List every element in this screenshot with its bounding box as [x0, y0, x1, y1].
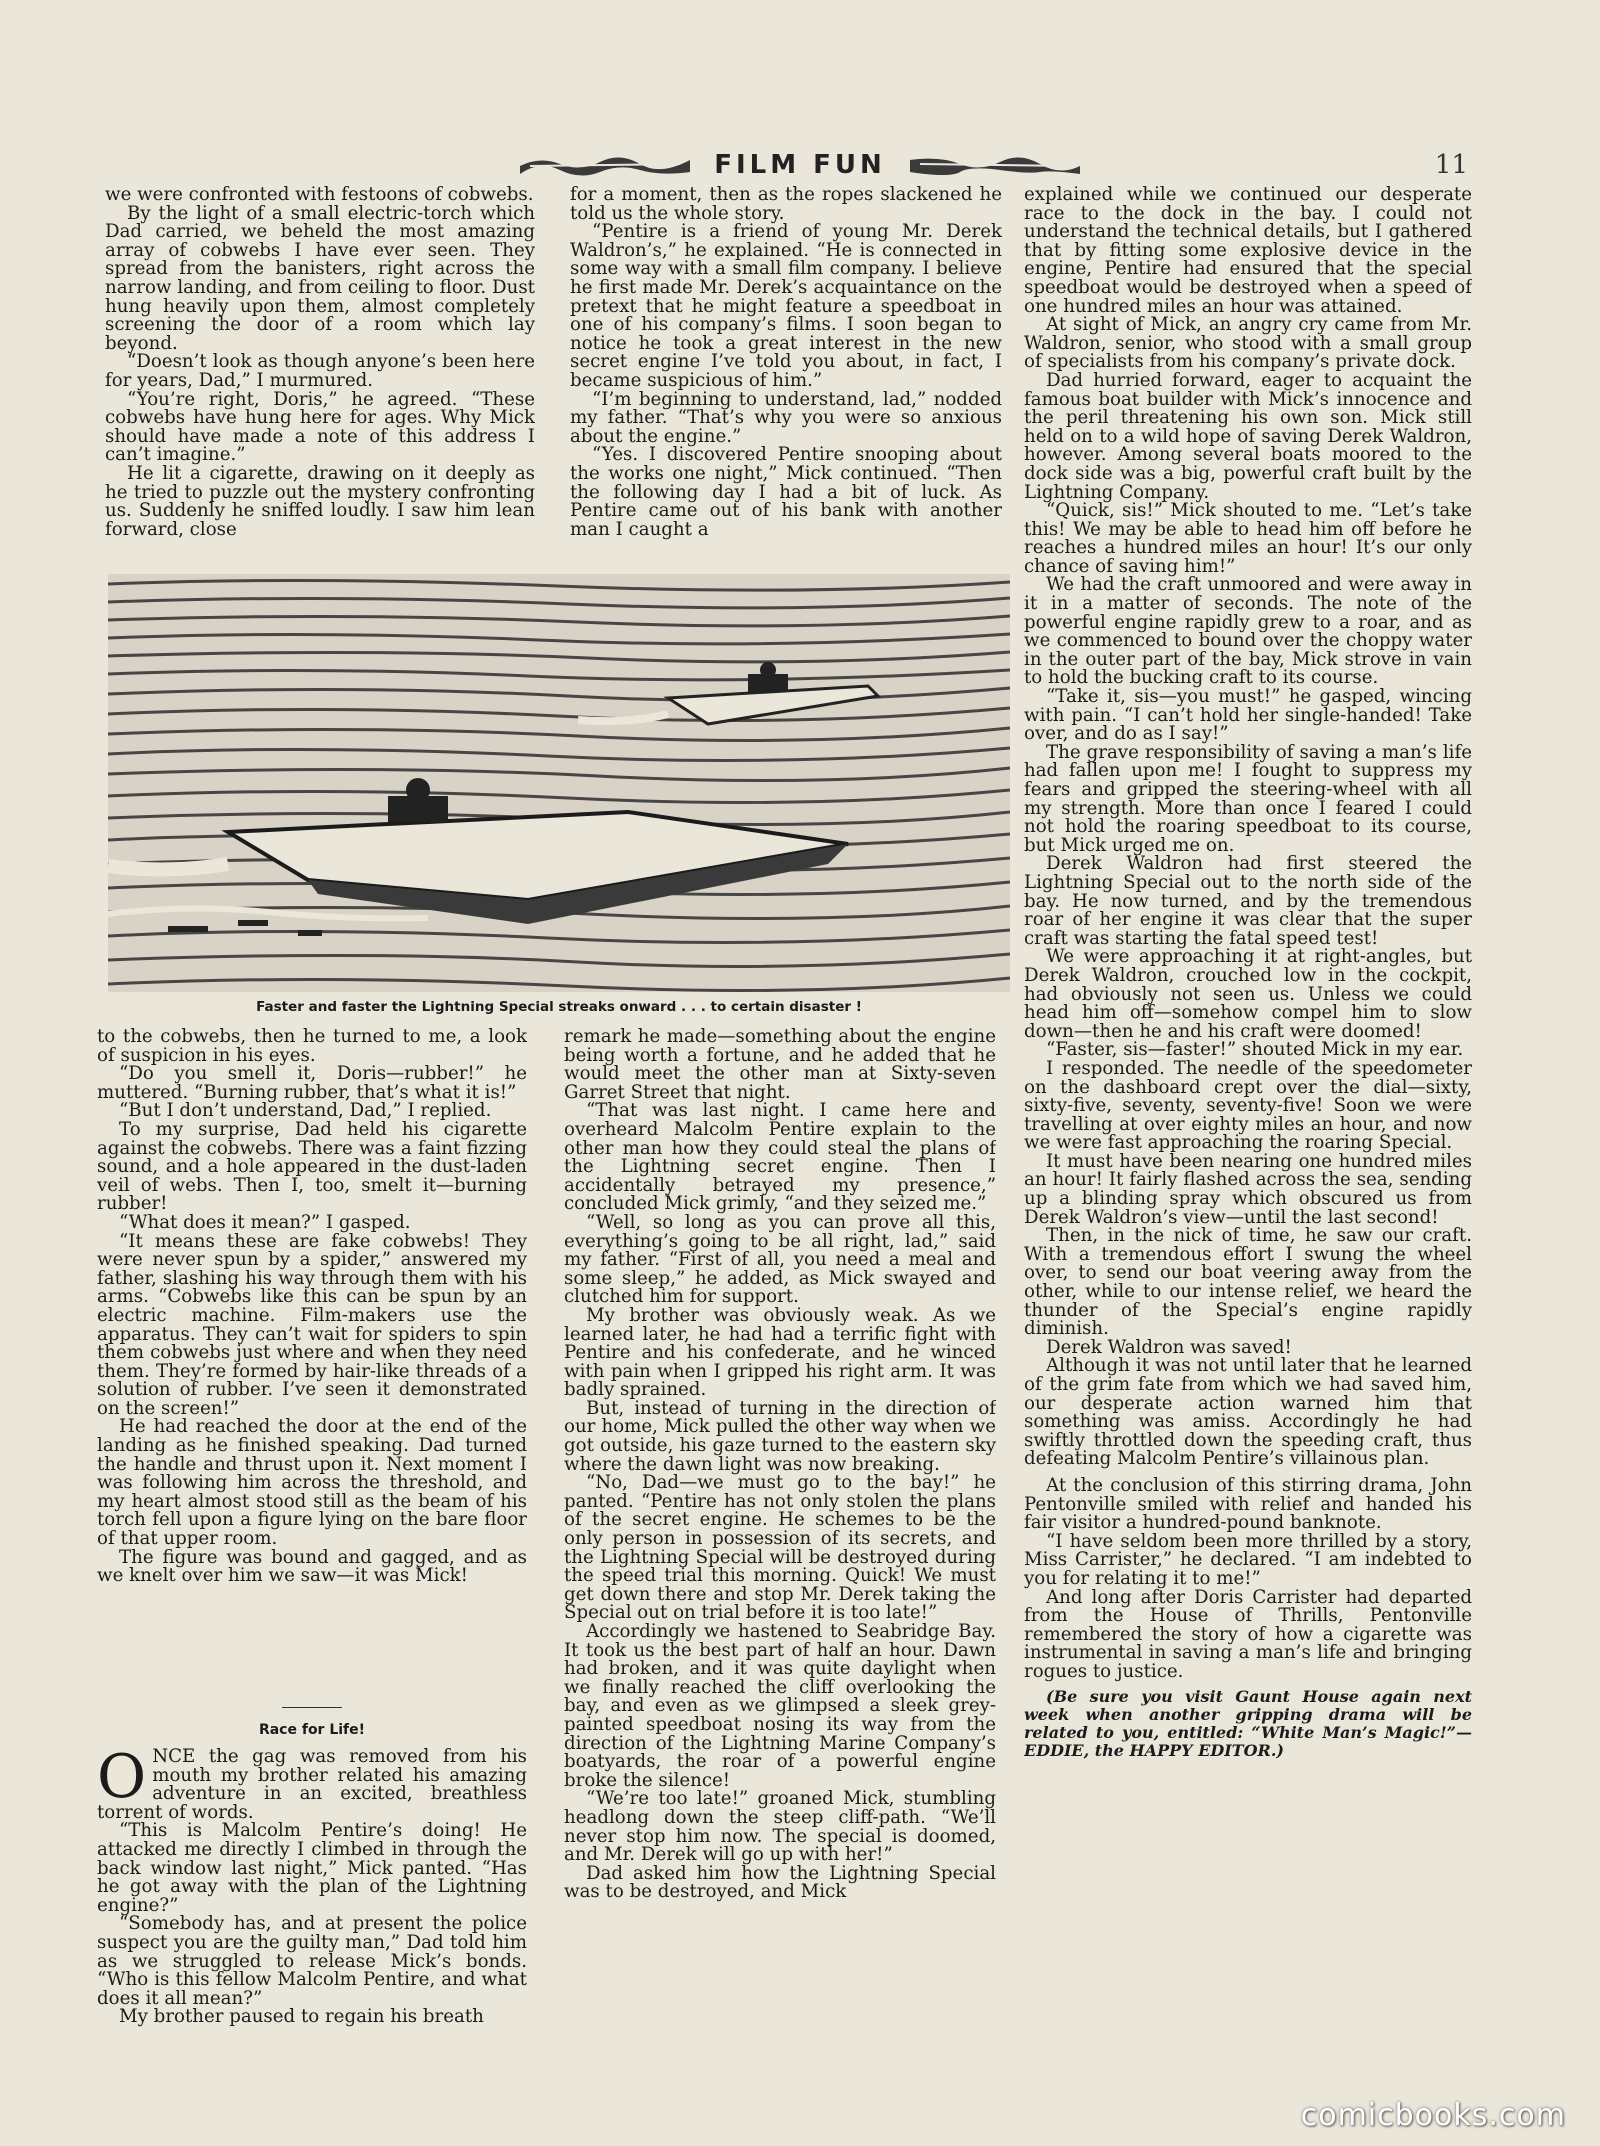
paragraph: To my surprise, Dad held his cigarette against the cobwebs. There was a faint fizzing sound, and a hole appeared in the dust-laden veil of webs. Then I, too, smelt it—burning rubber! — [97, 1118, 527, 1215]
paragraph: Then, in the nick of time, he saw our craft. With a tremendous effort I swung the wheel over, to send our boat veering away from the other, while to our intense relief, we heard the thunder of the Special’s engine rapidly diminish. — [1024, 1225, 1472, 1340]
paragraph: “Quick, sis!” Mick shouted to me. “Let’s take this! We may be able to head him off before he reaches a hundred miles an hour! It’s our only chance of saving him!” — [1024, 500, 1472, 577]
paragraph: He lit a cigarette, drawing on it deeply as he tried to puzzle out the mystery confronting us. Suddenly he sniffed loudly. I saw him lean forward, close — [105, 462, 535, 540]
paragraph: And long after Doris Carrister had departed from the House of Thrills, Pentonville remembered the story of how a cigarette was instrumental in saving a man’s life and bringing rogues to justice. — [1024, 1586, 1472, 1682]
paragraph: “It means these are fake cobwebs! They were never spun by a spider,” answered my father, slashing his way through them with his arms. “Cobwebs like this can be spun by an electric machine. Film-makers use the apparatus. They can’t wait for spiders to spin them cobwebs just where and when they need them. They’re formed by hair-like threads of a solution of rubber. I’ve seen it demonstrated on the screen!” — [97, 1230, 527, 1419]
paragraph: The figure was bound and gagged, and as we knelt over him we saw—it was Mick! — [97, 1546, 527, 1587]
opening-paragraph — [97, 1748, 527, 1822]
paragraph: “Doesn’t look as though anyone’s been here for years, Dad,” I murmured. — [105, 351, 535, 391]
paragraph: At the conclusion of this stirring drama, John Pentonville smiled with relief and handed his fair visitor a hundred-pound banknote. — [1024, 1474, 1472, 1534]
drop-cap: O — [97, 1748, 147, 1812]
paragraph: We were approaching it at right-angles, but Derek Waldron, crouched low in the cockpit, had obviously not seen us. Unless we could head him off—somehow compel him to slow down—then he and his craft were doomed! — [1024, 946, 1472, 1042]
paragraph: The grave responsibility of saving a man’s life had fallen upon me! I fought to suppress my fears and gripped the steering-wheel with all my strength. More than once I feared I could not hold the roaring speedboat to its course, but Mick urged me on. — [1024, 741, 1472, 856]
paragraph: I responded. The needle of the speedometer on the dashboard crept over the dial—sixty, sixty-five, seventy, seventy-five! Soon we were travelling at over eighty miles an hour, and now we were fast approaching the roaring Special. — [1024, 1057, 1472, 1154]
paragraph: “I have seldom been more thrilled by a story, Miss Carrister,” he declared. “I am indebted to you for relating it to me!” — [1024, 1530, 1472, 1589]
paragraph: “But I don’t understand, Dad,” I replied. — [119, 1100, 492, 1122]
paragraph: remark he made—something about the engine being worth a fortune, and he added that he would meet the other man at Sixty-seven Garret Street that night. — [564, 1028, 996, 1103]
column-1-top — [105, 186, 535, 562]
paragraph: At sight of Mick, an angry cry came from Mr. Waldron, senior, who stood with a small group of specialists from his company’s private dock. — [1024, 314, 1472, 373]
paragraph: “Well, so long as you can prove all this, everything’s going to be all right, lad,” said my father. “First of all, you need a meal and some sleep,” he added, as Mick swayed and clutched him for support. — [564, 1211, 996, 1308]
masthead — [490, 148, 1110, 188]
page-number: 11 — [1434, 150, 1468, 180]
column-1-bottom — [97, 1028, 527, 1696]
paragraph: “You’re right, Doris,” he agreed. “These cobwebs have hung here for ages. Why Mick should have made a note of this address I can’t imagine.” — [105, 388, 535, 466]
paragraph: Derek Waldron was saved! — [1046, 1336, 1292, 1358]
column-3 — [1024, 186, 1472, 1931]
speedboat-illustration — [108, 574, 1010, 992]
flag-banner-right-icon — [910, 154, 1080, 178]
paragraph: He had reached the door at the end of the landing as he finished speaking. Dad turned the handle and thrust upon it. Next moment I was following him across the threshold, and my heart almost stood still as the beam of his torch fell upon a figure lying on the bare floor of that upper room. — [97, 1416, 527, 1550]
paragraph: for a moment, then as the ropes slackened he told us the whole story. — [570, 186, 1002, 224]
paragraph: But, instead of turning in the direction of our home, Mick pulled the other way when we got outside, his gaze turned to the eastern sky where the dawn light was now breaking. — [564, 1397, 996, 1475]
paragraph: It must have been nearing one hundred miles an hour! It fairly flashed across the sea, sending up a blinding spray which obscured us from Derek Waldron’s view—until the last second! — [1024, 1150, 1472, 1228]
paragraph: “Yes. I discovered Pentire snooping about the works one night,” Mick continued. “Then the following day I had a bit of luck. As Pentire came out of his bank with another man I caught a — [570, 444, 1002, 540]
paragraph: Accordingly we hastened to Seabridge Bay. It took us the best part of half an hour. Dawn had broken, and it was quite daylight when we finally reached the cliff overlooking the bay, and even as we glimpsed a sleek grey-painted speedboat nosing its way from the direction of the Lightning Marine Company’s boatyards, the roar of a powerful engine broke the silence! — [564, 1621, 996, 1791]
magazine-title: FILM FUN — [714, 150, 886, 180]
paragraph: My brother paused to regain his breath — [119, 2006, 484, 2028]
opening-text: NCE the gag was removed from his mouth my brother related his amazing adventure in an excited, breathless torrent of words. — [97, 1748, 527, 1823]
section-heading: Race for Life! — [258, 1722, 366, 1738]
column-1-section — [97, 1748, 527, 2038]
paragraph: “I’m beginning to understand, lad,” nodded my father. “That’s why you were so anxious about the engine.” — [570, 388, 1002, 447]
column-2-top — [570, 186, 1002, 562]
paragraph: “We’re too late!” groaned Mick, stumbling headlong down the steep cliff-path. “We’ll never stop him now. The special is doomed, and Mr. Derek will go up with her!” — [564, 1788, 996, 1866]
paragraph: “Pentire is a friend of young Mr. Derek Waldron’s,” he explained. “He is connected in some way with a small film company. I believe he first made Mr. Derek’s acquaintance on the pretext that he might feature a speedboat in one of his company’s films. I soon began to notice he took a great interest in the new secret engine I’ve told you about, in fact, I became suspicious of him.” — [570, 221, 1002, 391]
paragraph: Dad asked him how the Lightning Special was to be destroyed, and Mick — [564, 1862, 996, 1903]
paragraph: “Faster, sis—faster!” shouted Mick in my ear. — [1046, 1039, 1464, 1061]
paragraph: Derek Waldron had first steered the Lightning Special out to the north side of the bay. He now turned, and by the tremendous roar of her engine it was clear that the super craft was starting the fatal speed test! — [1024, 853, 1472, 949]
watermark: comicbooks.com — [1300, 2098, 1566, 2133]
paragraph: “No, Dad—we must go to the bay!” he panted. “Pentire has not only stolen the plans of the secret engine. He schemes to be the only person in possession of its secrets, and the Lightning Special will be destroyed during the speed trial this morning. Quick! We must get down there and stop Mr. Derek taking the Special out on trial before it is too late!” — [564, 1472, 996, 1624]
paragraph: We had the craft unmoored and were away in it in a matter of seconds. The note of the powerful engine rapidly grew to a roar, and as we commenced to bound over the choppy water in the outer part of the bay, Mick strove in vain to hold the bucking craft to its course. — [1024, 574, 1472, 689]
section-divider — [282, 1707, 342, 1708]
paragraph: “That was last night. I came here and overheard Malcolm Pentire explain to the other man how they could steal the plans of the Lightning secret engine. Then I accidentally betrayed my presence,” concluded Mick grimly, “and they seized me.” — [564, 1100, 996, 1215]
paragraph: Although it was not until later that he learned of the grim fate from which we had saved him, our desperate action warned him that something was amiss. Accordingly he had swiftly throttled down the speeding craft, thus defeating Malcolm Pentire’s villainous plan. — [1024, 1355, 1472, 1470]
paragraph: Dad hurried forward, eager to acquaint the famous boat builder with Mick’s innocence and the peril threatening his own son. Mick still held on to a wild hope of saving Derek Waldron, however. Among several boats moored to the dock side was a big, powerful craft built by the Lightning Company. — [1024, 369, 1472, 503]
editor-note: (Be sure you visit Gaunt House again next week when another gripping drama will be related to you, entitled: “White Man’s Magic!”—EDDIE, the HAPPY EDITOR.) — [1024, 1686, 1472, 1760]
paragraph: By the light of a small electric-torch which Dad carried, we beheld the most amazing array of cobwebs I have ever seen. They spread from the banisters, right across the narrow landing, and from ceiling to floor. Dust hung heavily upon them, almost completely screening the door of a room which lay beyond. — [105, 202, 535, 354]
paragraph: explained while we continued our desperate race to the dock in the bay. I could not understand the technical details, but I gathered that by fitting some explosive device in the engine, Pentire had ensured that the special speedboat would be destroyed when a speed of one hundred miles an hour was attained. — [1024, 186, 1472, 317]
paragraph: “What does it mean?” I gasped. — [119, 1211, 411, 1233]
paragraph: we were confronted with festoons of cobwebs. — [105, 186, 534, 205]
paragraph: My brother was obviously weak. As we learned later, he had had a terrific fight with Pentire and his confederate, and he winced with pain when I gripped his right arm. It was badly sprained. — [564, 1304, 996, 1401]
paragraph: “This is Malcolm Pentire’s doing! He attacked me directly I climbed in through the back window last night,” Mick panted. “Has he got away with the plan of the Lightning engine?” — [97, 1820, 527, 1916]
paragraph: “Do you smell it, Doris—rubber!” he muttered. “Burning rubber, that’s what it is!” — [97, 1063, 527, 1103]
paragraph: “Somebody has, and at present the police suspect you are the guilty man,” Dad told him as we struggled to release Mick’s bonds. “Who is this fellow Malcolm Pentire, and what does it all mean?” — [97, 1913, 527, 2009]
paragraph: “Take it, sis—you must!” he gasped, wincing with pain. “I can’t hold her single-handed! Take over, and do as I say!” — [1024, 686, 1472, 745]
paragraph: to the cobwebs, then he turned to me, a look of suspicion in his eyes. — [97, 1028, 527, 1066]
column-2-bottom — [564, 1028, 996, 2040]
illustration-caption: Faster and faster the Lightning Special streaks onward . . . to certain disaster ! — [256, 999, 862, 1015]
